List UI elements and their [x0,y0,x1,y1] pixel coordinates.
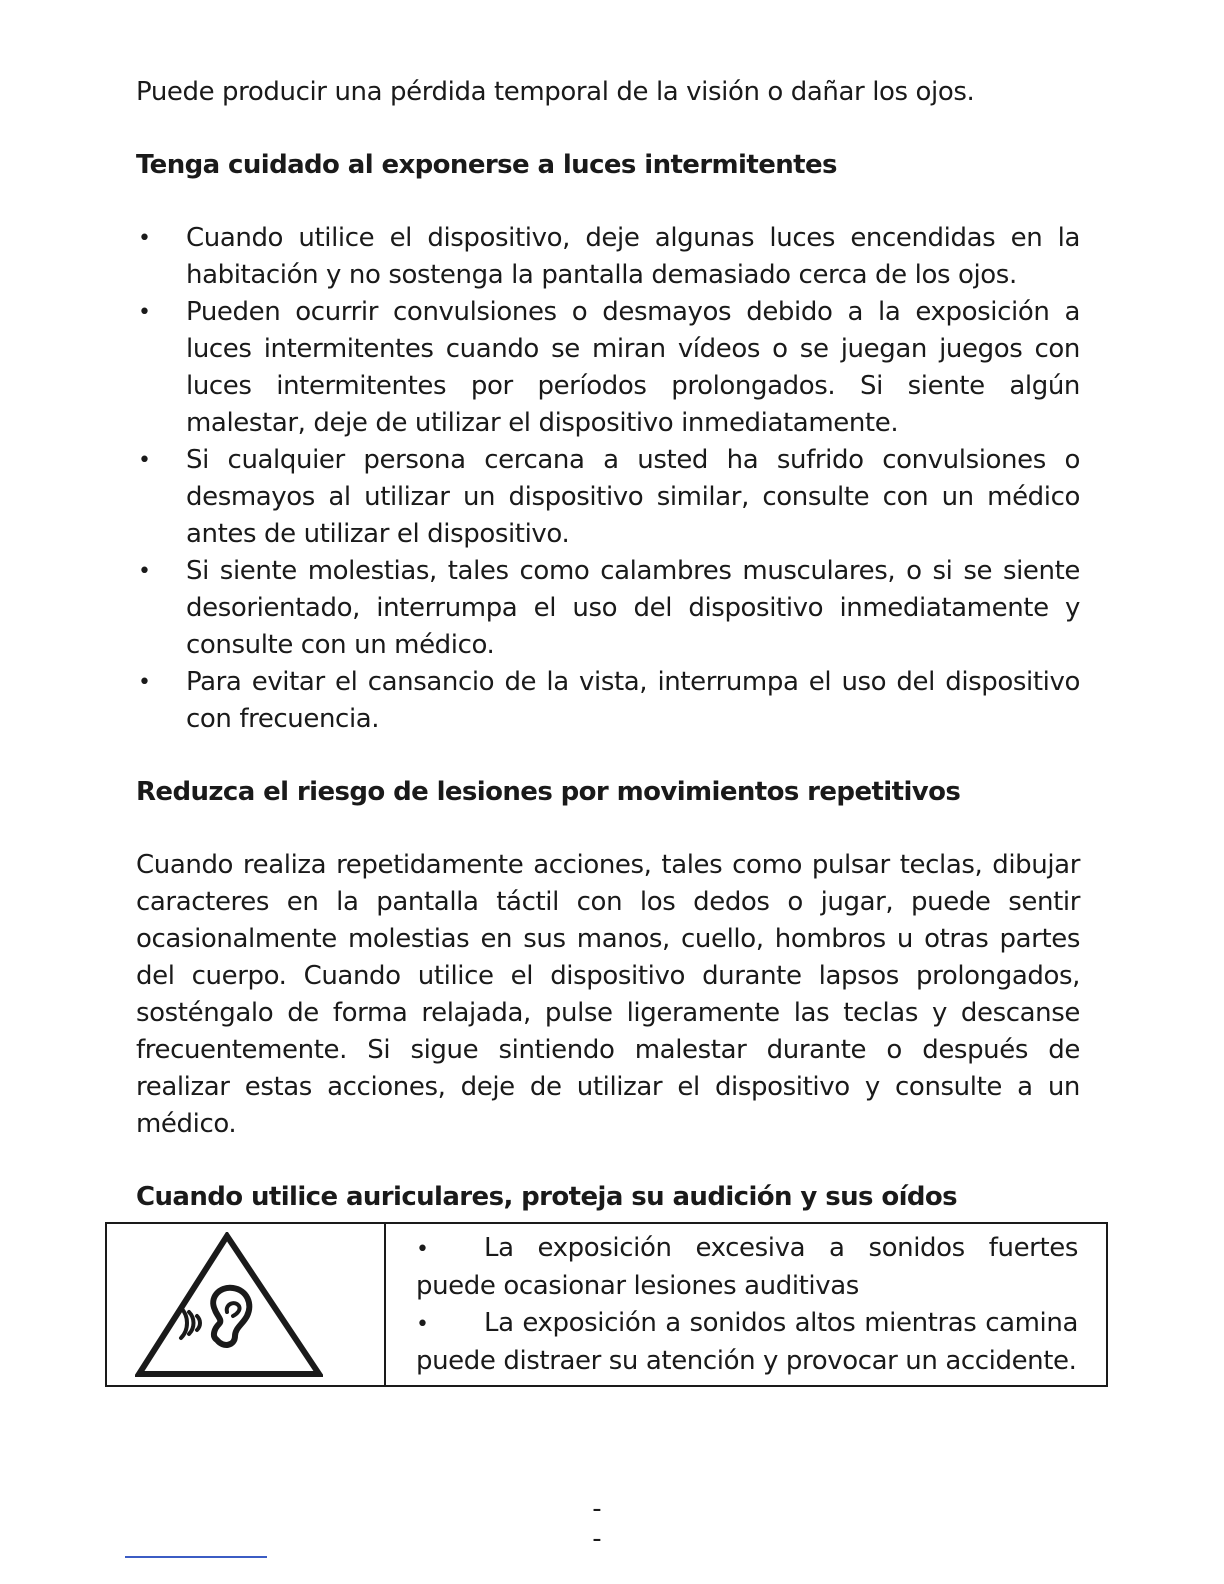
heading-hearing: Cuando utilice auriculares, proteja su audición y sus oídos [136,1182,958,1212]
list-item: • Cuando utilice el dispositivo, deje algunas luces encendidas en la habitación y no sostenga la pantalla demasiado cerca de los ojos. [136,220,1080,294]
list-item: • La exposición excesiva a sonidos fuertes puede ocasionar lesiones auditivas [416,1233,1078,1301]
bullet-icon: • [138,226,151,251]
intro-paragraph: Puede producir una pérdida temporal de la visión o dañar los ojos. [136,77,975,107]
bullet-icon: • [138,670,151,695]
list-item: • Si cualquier persona cercana a usted ha sufrido convulsiones o desmayos al utilizar un dispositivo similar, consulte con un médico antes de utilizar el dispositivo. [136,442,1080,553]
bullet-icon: • [138,559,151,584]
bullet-icon: • [416,1312,429,1337]
bullet-icon: • [138,448,151,473]
list-item: • Si siente molestias, tales como calambres musculares, o si se siente desorientado, interrumpa el uso del dispositivo inmediatamente y consulte con un médico. [136,553,1080,664]
document-page [136,74,1080,1252]
heading-repetitive-motion: Reduzca el riesgo de lesiones por movimientos repetitivos [136,777,961,807]
list-item: • Pueden ocurrir convulsiones o desmayos debido a la exposición a luces intermitentes cuando se miran vídeos o se juegan juegos con luces intermitentes por períodos prolongados. Si siente algún malestar, deje de utilizar el dispositivo inmediatamente. [136,294,1080,442]
hearing-warning-table [105,1222,1108,1387]
hearing-icon-cell [107,1224,386,1385]
footer-rule [125,1556,267,1558]
bullet-icon: • [416,1237,429,1262]
hearing-warning-icon [135,1232,323,1378]
bullet-icon: • [138,300,151,325]
repetitive-motion-paragraph: Cuando realiza repetidamente acciones, tales como pulsar teclas, dibujar caracteres en la pantalla táctil con los dedos o jugar, puede sentir ocasionalmente molestias en sus manos, cuello, hombros u otras partes del cuerpo. Cuando utilice el dispositivo durante lapsos prolongados, sosténgalo de forma relajada, pulse ligeramente las teclas y descanse frecuentemente. Si sigue sintiendo malestar durante o después de realizar estas acciones, deje de utilizar el dispositivo y consulte a un médico. [136,850,1080,1139]
heading-flashing-lights: Tenga cuidado al exponerse a luces intermitentes [136,150,837,180]
list-item: • Para evitar el cansancio de la vista, interrumpa el uso del dispositivo con frecuencia. [136,664,1080,738]
page-number: - - [592,1494,628,1554]
flashing-lights-list [136,220,1080,738]
list-item: • La exposición a sonidos altos mientras camina puede distraer su atención y provocar un accidente. [416,1308,1078,1376]
hearing-text-cell [386,1224,1106,1385]
